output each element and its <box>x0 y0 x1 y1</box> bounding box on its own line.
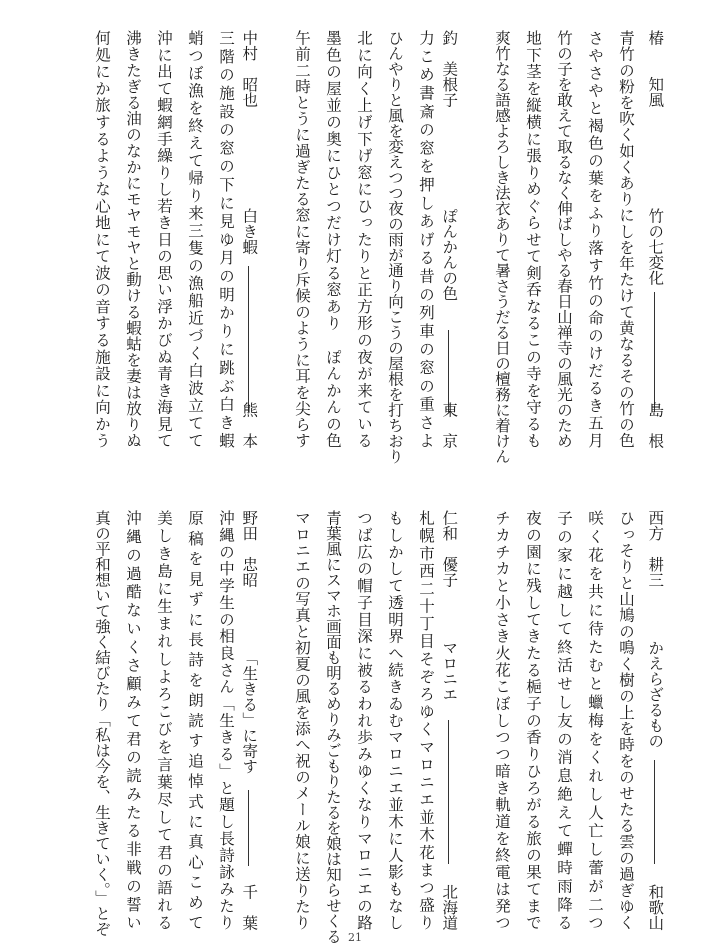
poem-line: 爽竹なる語感よろしき法衣ありて暑さうだる日の檀務に着けん <box>493 30 511 464</box>
title-rule <box>248 266 249 412</box>
poem-line: チカチカと小さき火花こぼしつつ暗き軌道を終電は発つ <box>493 510 511 930</box>
poem-line: 原稿を見ずに長詩を朗読す追悼式に真心こめて <box>186 510 204 930</box>
poem-line: 北に向く上げ下げ窓にひったりと正方形の夜が来ている <box>355 30 373 448</box>
poem-line: 沖縄の過酷ないくさ顧みて君の読みたる非戦の誓い <box>124 510 142 930</box>
poem-author: 西方 耕三 <box>646 510 665 588</box>
poem-line: 青竹の粉を吹く如くありにしを年たけて黄なるその竹の色 <box>617 30 635 448</box>
poem-title: ぽんかんの色 <box>440 208 459 301</box>
poem-line: 三階の施設の窓の下に見ゆ月の明かりに跳ぶ白き蝦 <box>217 30 235 448</box>
poem-line: 墨色の屋並の奥にひとつだけ灯る窓あり ぽんかんの色 <box>324 30 342 448</box>
poem-line: 真の平和想いて強く結びたり「私は今を、生きていく。」とぞ <box>93 510 111 937</box>
poem-header <box>233 30 264 448</box>
poem-title: 白き蝦 <box>240 208 259 255</box>
poem-line: 夜の園に残してきたる梔子の香りひろがる旅の果てまで <box>524 510 542 930</box>
poem-line: つば広の帽子目深に被るわれ歩みゆくなりマロニエの路 <box>355 510 373 930</box>
poem-header <box>233 510 264 930</box>
poem-author: 釣 美根子 <box>440 30 459 108</box>
title-rule <box>248 790 249 866</box>
poem-line: 札幌市西二十丁目そぞろゆくマロニエ並木花まつ盛り <box>417 510 435 930</box>
poem-line: 沸きたぎる油のなかにモヤモヤと動ける蝦蛄を妻は放りぬ <box>124 30 142 448</box>
poem-title: かえらざるもの <box>646 640 665 749</box>
poem-line: 青葉風にスマホ画面も明るめりみごもりたるを娘は知らせくる <box>324 510 342 944</box>
poem-author: 野田 忠昭 <box>240 510 259 588</box>
poem-line: マロニエの写真と初夏の風を添へ祝のメール娘に送りたり <box>293 510 311 930</box>
poem-header <box>639 30 670 448</box>
poem-author: 中村 昭也 <box>240 30 259 108</box>
poem-line: 午前二時とうに過ぎたる窓に寄り斥候のように耳を尖らす <box>293 30 311 448</box>
poem-line: さやさやと褐色の葉をふり落す竹の命のけだるき五月 <box>586 30 604 448</box>
poem-line: 美しき島に生まれしよろこびを言葉尽して君の語れる <box>155 510 173 930</box>
page-number: 21 <box>348 931 362 944</box>
poem-author: 仁和 優子 <box>440 510 459 588</box>
poem-line: もしかして透明界へ続きゐむマロニエ並木に人影もなし <box>386 510 404 930</box>
title-rule <box>448 720 449 864</box>
poem-title: 「生きる」に寄す <box>240 650 259 774</box>
title-rule <box>654 760 655 864</box>
poem-location: 東 京 <box>440 401 459 448</box>
poem-line: 子の家に越して終活せし友の消息絶えて蟬時雨降る <box>555 510 573 930</box>
poem-line: 何処にか旅するような心地にて波の音する施設に向かう <box>93 30 111 448</box>
poem-location: 熊 本 <box>240 401 259 448</box>
title-rule <box>654 292 655 412</box>
poem-line: 地下茎を縦横に張りめぐらせて剣呑なるこの寺を守るも <box>524 30 542 448</box>
poem-location: 北海道 <box>440 883 459 930</box>
poem-line: 蛸つぼ漁を終えて帰り来三隻の漁船近づく白波立てて <box>186 30 204 448</box>
poem-line: ひっそりと山鳩の鳴く樹の上を時をのせたる雲の過ぎゆく <box>617 510 635 930</box>
poem-line: ひんやりと風を変えつつ夜の雨が通り向こうの屋根を打ちおり <box>386 30 404 464</box>
poem-header <box>433 510 464 930</box>
poem-title: マロニエ <box>440 640 459 702</box>
poem-line: 竹の子を敢えて取るなく伸ばしやる春日山禅寺の風光のため <box>555 30 573 449</box>
poem-author: 椿 知風 <box>646 30 665 108</box>
poem-line: 咲く花を共に待たむと蠟梅をくれし人亡し蕾が二つ <box>586 510 604 930</box>
poem-header <box>433 30 464 448</box>
poem-location: 和歌山 <box>646 883 665 930</box>
poem-title: 竹の七変化 <box>646 208 665 286</box>
poem-header <box>639 510 670 930</box>
top-section <box>40 30 670 464</box>
poem-line: 沖に出て蝦網手繰りし若き日の思い浮かびぬ青き海見て <box>155 30 173 448</box>
poem-location: 島 根 <box>646 401 665 448</box>
poem-line: 沖縄の中学生の相良さん「生きる」と題し長詩詠みたり <box>217 510 235 930</box>
title-rule <box>448 330 449 412</box>
poem-location: 千 葉 <box>240 883 259 930</box>
poem-line: 力こめ書斎の窓を押しあげる昔の列車の窓の重さよ <box>417 30 435 448</box>
